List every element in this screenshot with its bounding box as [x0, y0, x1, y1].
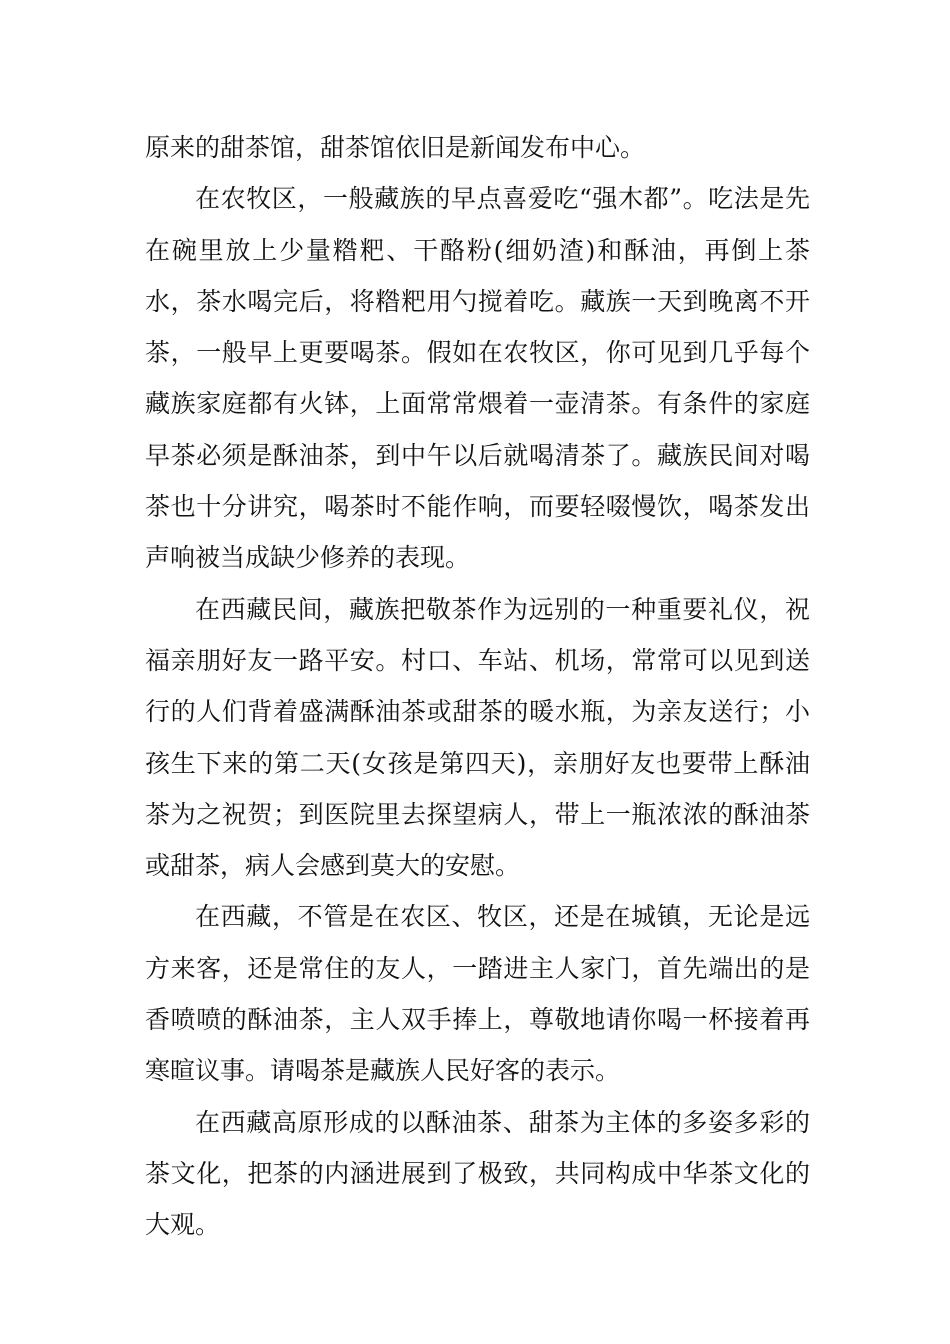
- paragraph-2: 在农牧区，一般藏族的早点喜爱吃“强木都”。吃法是先在碗里放上少量糌粑、干酪粉(细奶渣)和酥油，再倒上茶水，茶水喝完后，将糌粑用勺搅着吃。藏族一天到晚离不开茶，一般早上更要喝茶。假如在农牧区，你可见到几乎每个藏族家庭都有火钵，上面常常煨着一壶清茶。有条件的家庭早茶必须是酥油茶，到中午以后就喝清茶了。藏族民间对喝茶也十分讲究，喝茶时不能作响，而要轻啜慢饮，喝茶发出声响被当成缺少修养的表现。: [145, 184, 810, 573]
- paragraph-4: 在西藏，不管是在农区、牧区，还是在城镇，无论是远方来客，还是常住的友人，一踏进主人家门，首先端出的是香喷喷的酥油茶，主人双手捧上，尊敬地请你喝一杯接着再寒暄议事。请喝茶是藏族人民好客的表示。: [145, 902, 810, 1086]
- document-page: [145, 122, 810, 1251]
- paragraph-3: 在西藏民间，藏族把敬茶作为远别的一种重要礼仪，祝福亲朋好友一路平安。村口、车站、机场，常常可以见到送行的人们背着盛满酥油茶或甜茶的暖水瓶，为亲友送行；小孩生下来的第二天(女孩是第四天)，亲朋好友也要带上酥油茶为之祝贺；到医院里去探望病人，带上一瓶浓浓的酥油茶或甜茶，病人会感到莫大的安慰。: [145, 594, 810, 881]
- paragraph-5: 在西藏高原形成的以酥油茶、甜茶为主体的多姿多彩的茶文化，把茶的内涵进展到了极致，共同构成中华茶文化的大观。: [145, 1107, 810, 1240]
- paragraph-1: 原来的甜茶馆，甜茶馆依旧是新闻发布中心。: [145, 133, 646, 162]
